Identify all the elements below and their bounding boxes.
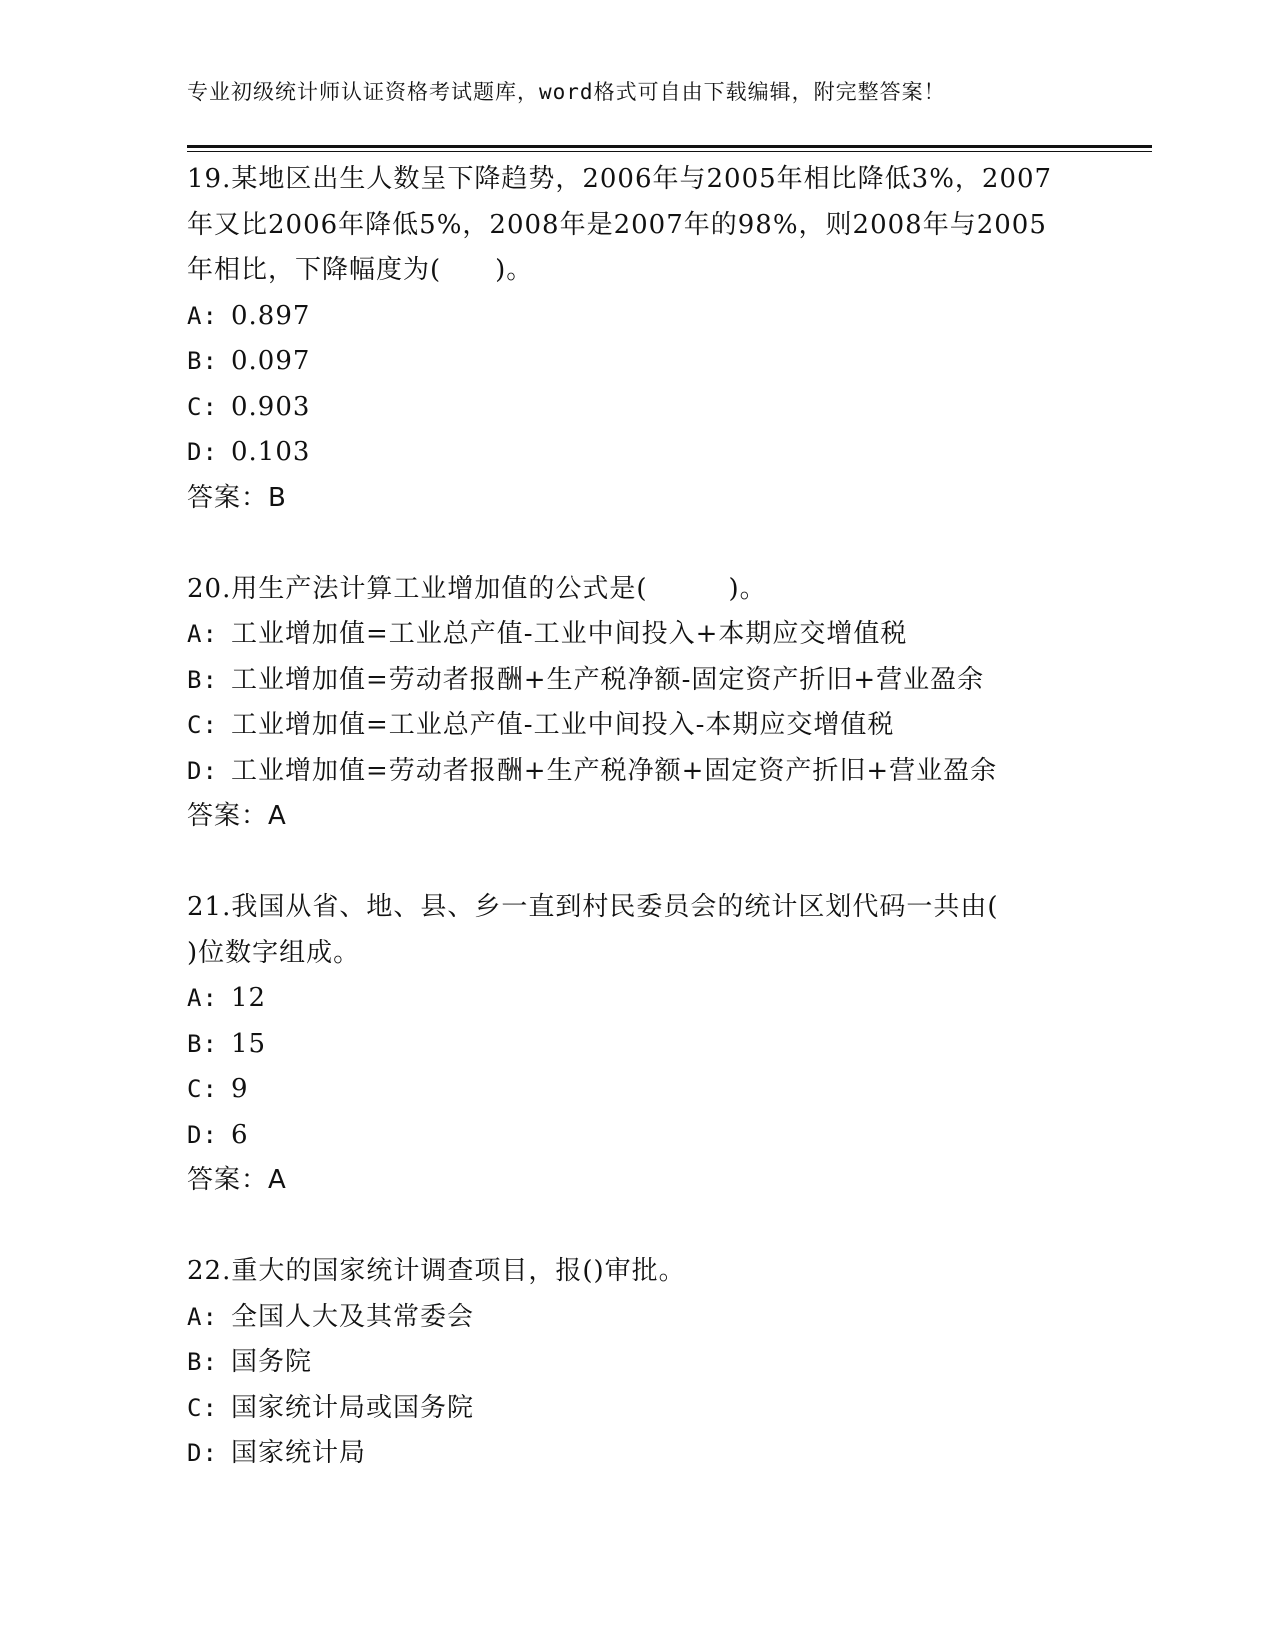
option-d: [187, 1113, 1087, 1159]
option-a: [187, 976, 1087, 1022]
option-letter: B:: [187, 1348, 218, 1376]
question-text-line: 22.重大的国家统计调查项目，报()审批。: [187, 1256, 686, 1286]
option-d: [187, 1431, 1087, 1477]
option-a: [187, 294, 1087, 340]
answer-line: 答案：B: [187, 482, 287, 513]
option-letter: A:: [187, 984, 218, 1012]
option-letter: A:: [187, 1302, 218, 1331]
option-letter: D:: [187, 1439, 218, 1467]
option-text: 0.897: [231, 300, 311, 331]
option-letter: B:: [187, 1029, 218, 1058]
option-text: 工业增加值=工业总产值-工业中间投入+本期应交增值税: [231, 619, 908, 649]
option-c: [187, 703, 1087, 749]
question-22: [187, 1249, 1087, 1477]
option-text: 12: [231, 983, 267, 1013]
option-c: [187, 1067, 1087, 1113]
question-list: [187, 157, 1087, 1522]
question-text-line: 19.某地区出生人数呈下降趋势，2006年与2005年相比降低3%，2007: [187, 164, 1053, 194]
option-b: [187, 1340, 1087, 1386]
question-21: [187, 885, 1087, 1204]
option-b: [187, 658, 1087, 704]
option-text: 全国人大及其常委会: [231, 1301, 475, 1332]
question-19: [187, 157, 1087, 521]
option-b: [187, 339, 1087, 385]
option-c: [187, 1386, 1087, 1432]
option-letter: A:: [187, 301, 218, 330]
page-header: 专业初级统计师认证资格考试题库，word格式可自由下载编辑，附完整答案！: [187, 80, 946, 104]
question-text-line: 21.我国从省、地、县、乡一直到村民委员会的统计区划代码一共由(: [187, 892, 999, 922]
option-d: [187, 430, 1087, 476]
option-text: 0.103: [231, 437, 311, 467]
option-letter: D:: [187, 1120, 218, 1149]
option-b: [187, 1022, 1087, 1068]
header-rule-thin: [187, 151, 1152, 152]
option-letter: C:: [187, 1393, 218, 1422]
option-letter: B:: [187, 347, 218, 375]
option-text: 15: [231, 1028, 267, 1059]
option-text: 国家统计局或国务院: [231, 1392, 475, 1423]
option-text: 工业增加值=劳动者报酬+生产税净额-固定资产折旧+营业盈余: [231, 664, 985, 695]
answer-line: 答案：A: [187, 801, 287, 831]
option-a: [187, 612, 1087, 658]
question-text-line: 20.用生产法计算工业增加值的公式是( )。: [187, 573, 767, 604]
option-c: [187, 385, 1087, 431]
option-letter: C:: [187, 1075, 218, 1103]
answer-line: 答案：A: [187, 1165, 287, 1195]
question-20: [187, 567, 1087, 840]
option-letter: C:: [187, 392, 218, 421]
option-letter: B:: [187, 665, 218, 694]
option-text: 9: [231, 1074, 249, 1104]
option-text: 0.097: [231, 346, 311, 376]
option-letter: A:: [187, 620, 218, 648]
option-text: 工业增加值=工业总产值-工业中间投入-本期应交增值税: [231, 710, 895, 740]
option-text: 国务院: [231, 1347, 313, 1377]
option-text: 6: [231, 1119, 249, 1150]
header-rule-thick: [187, 145, 1152, 148]
option-letter: C:: [187, 711, 218, 739]
option-text: 0.903: [231, 391, 311, 422]
option-a: [187, 1295, 1087, 1341]
question-text-line: 年又比2006年降低5%，2008年是2007年的98%，则2008年与2005: [187, 209, 1047, 240]
option-text: 工业增加值=劳动者报酬+生产税净额+固定资产折旧+营业盈余: [231, 755, 998, 786]
question-text-line: 年相比，下降幅度为( )。: [187, 255, 534, 285]
option-letter: D:: [187, 756, 218, 785]
option-letter: D:: [187, 438, 218, 466]
question-text-line: )位数字组成。: [187, 937, 361, 968]
option-text: 国家统计局: [231, 1438, 367, 1468]
option-d: [187, 749, 1087, 795]
